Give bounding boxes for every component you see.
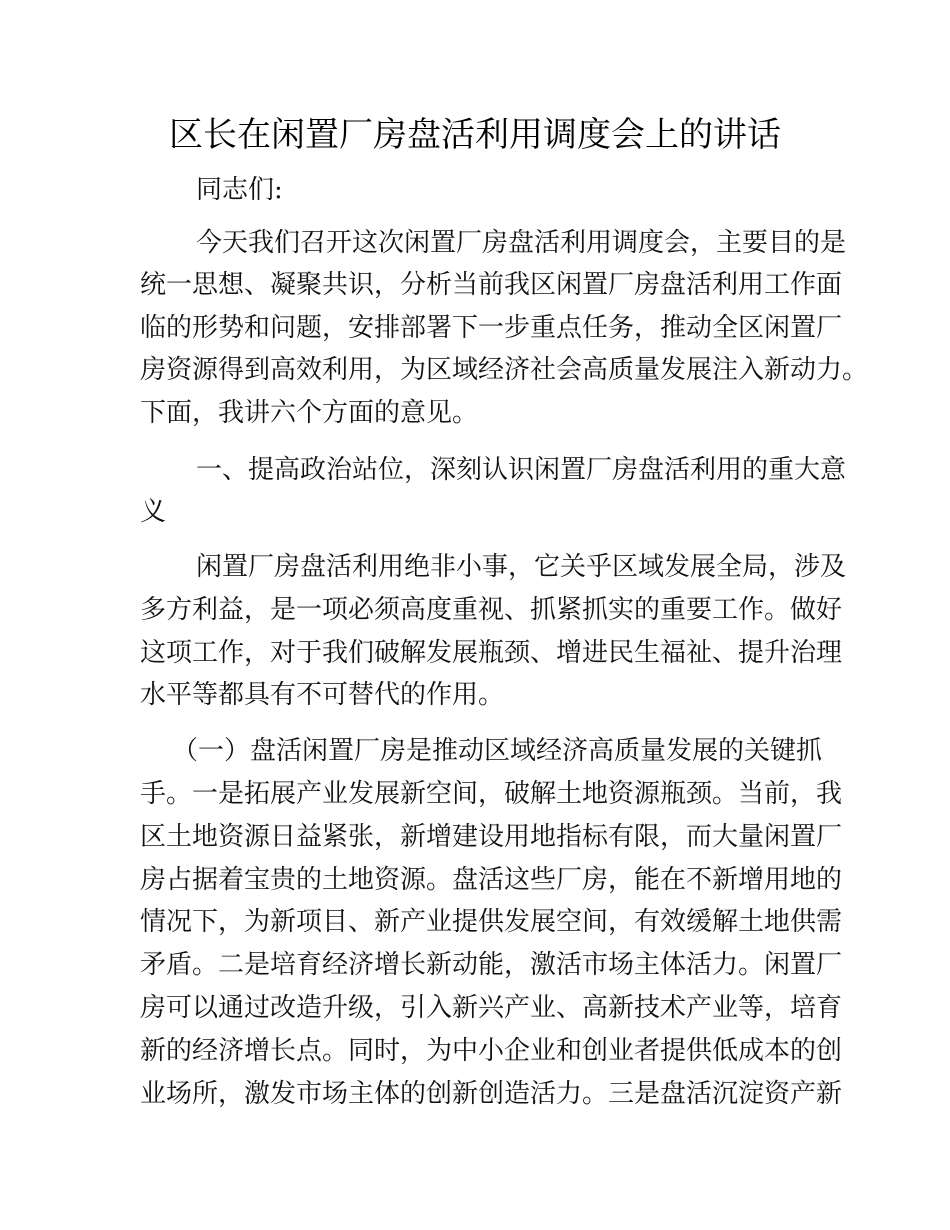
text-line: 这项工作，对于我们破解发展瓶颈、增进民生福祉、提升治理 xyxy=(140,638,843,668)
text-line: 情况下，为新项目、新产业提供发展空间，有效缓解土地供需 xyxy=(140,907,843,937)
text-line: 统一思想、凝聚共识，分析当前我区闲置厂房盘活利用工作面 xyxy=(140,270,843,300)
document-title: 区长在闲置厂房盘活利用调度会上的讲话 xyxy=(169,115,781,155)
text-line: 房可以通过改造升级，引入新兴产业、高新技术产业等，培育 xyxy=(140,993,843,1023)
text-line: 一、提高政治站位，深刻认识闲置厂房盘活利用的重大意 xyxy=(196,455,847,485)
text-line: 多方利益，是一项必须高度重视、抓紧抓实的重要工作。做好 xyxy=(140,595,843,625)
text-line: 今天我们召开这次闲置厂房盘活利用调度会，主要目的是 xyxy=(196,228,847,258)
text-line: （一）盘活闲置厂房是推动区域经济高质量发展的关键抓 xyxy=(172,736,823,766)
text-line: 水平等都具有不可替代的作用。 xyxy=(140,680,505,710)
text-line: 房资源得到高效利用，为区域经济社会高质量发展注入新动力。 xyxy=(140,355,869,385)
text-line: 闲置厂房盘活利用绝非小事，它关乎区域发展全局，涉及 xyxy=(196,552,847,582)
text-line: 房占据着宝贵的土地资源。盘活这些厂房，能在不新增用地的 xyxy=(140,865,843,895)
text-line: 矛盾。二是培育经济增长新动能，激活市场主体活力。闲置厂 xyxy=(140,950,843,980)
text-line: 业场所，激发市场主体的创新创造活力。三是盘活沉淀资产新 xyxy=(140,1079,843,1109)
salutation: 同志们: xyxy=(196,175,283,205)
text-line: 手。一是拓展产业发展新空间，破解土地资源瓶颈。当前，我 xyxy=(140,779,843,809)
text-line: 区土地资源日益紧张，新增建设用地指标有限，而大量闲置厂 xyxy=(140,822,843,852)
text-line: 下面，我讲六个方面的意见。 xyxy=(140,398,479,428)
text-line: 义 xyxy=(140,497,167,527)
text-line: 新的经济增长点。同时，为中小企业和创业者提供低成本的创 xyxy=(140,1036,843,1066)
text-line: 临的形势和问题，安排部署下一步重点任务，推动全区闲置厂 xyxy=(140,313,843,343)
